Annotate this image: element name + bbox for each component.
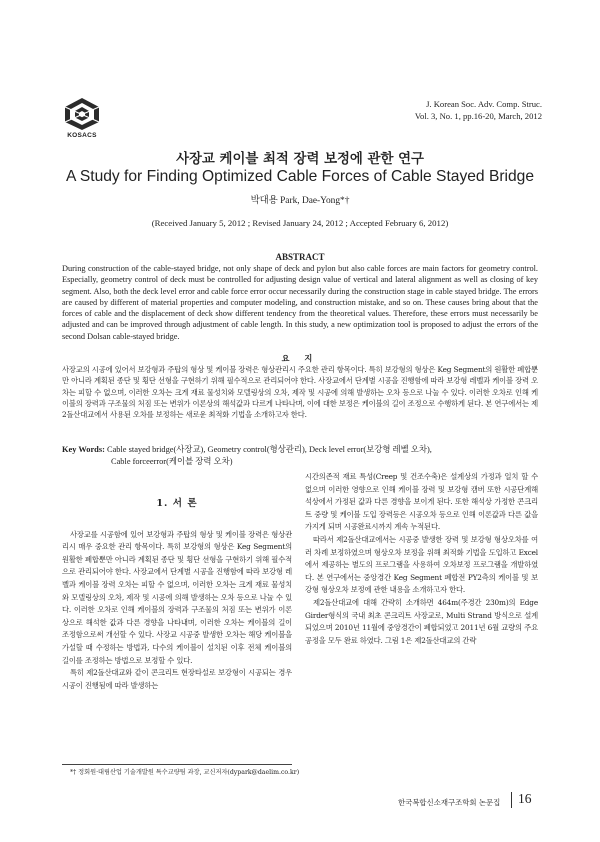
authors: 박대용 Park, Dae-Yong*† (250, 196, 350, 206)
journal-volume: Vol. 3, No. 1, pp.16-20, March, 2012 (414, 110, 542, 121)
title-english: A Study for Finding Optimized Cable Forces of Cable Stayed Bridge (65, 168, 535, 185)
keywords-label: Key Words: (62, 445, 105, 454)
logo-text: KOSACS (67, 132, 97, 139)
title-korean: 사장교 케이블 최적 장력 보정에 관한 연구 (176, 152, 424, 167)
journal-logo (62, 97, 102, 139)
keywords (62, 444, 538, 468)
abstract-heading: ABSTRACT (275, 252, 325, 262)
keywords-line-1 (62, 444, 538, 456)
korean-abstract-text: 사장교의 시공에 있어서 보강형과 주탑의 형상 및 케이블 장력은 형상관리시 주요한 관리 항목이다. 특히 보강형의 형상은 Keg Segment의 원활한 폐합뿐만 아니라 계획된 종단 및 횡단 선형을 구현하기 위해 필수적으로 관리되어야 한다. 사장교에서 단계별 시공을 진행함에 따라 보강형 레벨과 케이블 장력 오차는 피할 수 없으며, 이러한 오차는 크게 재료 물성치와 모델링상의 오차, 제작 및 시공에 의해 발생하는 오차 등으로 나눌 수 있다. 이러한 오차로 인해 케이블의 장력과 구조물의 처짐 또는 변위가 이론상의 해석값과 다르게 나타나며, 이에 대한 보정은 케이블의 길이 조정으로 수행하게 된다. 본 연구에서는 제2돌산대교에서 사용된 오차를 보정하는 새로운 최적화 기법을 소개하고자 한다. (62, 365, 538, 420)
body-paragraph: 사장교를 시공함에 있어 보강형과 주탑의 형상 및 케이블 장력은 형상관리시 매우 중요한 관리 항목이다. 특히 보강형의 형상은 Keg Segment의 원활한 폐합뿐만 아니라 계획된 종단 및 횡단 선형을 구현하기 위해 필수적으로 관리되어야 한다. 사장교에서 단계별 시공을 진행함에 따라 보강형 레벨과 케이블 장력 오차는 피할 수 없으며, 이러한 오차는 크게 재료 물성치와 모델링상의 오차, 제작 및 시공에 의해 발생하는 오차 등으로 나눌 수 있다. 이러한 오차로 인해 케이블의 장력과 구조물의 처짐 또는 변위가 이론상으로 해석한 값과 다른 경향을 나타내며, 이러한 오차는 케이블의 길이 조정함으로써 개선할 수 있다. 사장교 시공중 발생한 오차는 해당 케이블을 가설할 때 수정하는 방법과, 다수의 케이블이 설치된 이후 전체 케이블의 길이를 조정하는 방법으로 보정할 수 있다. (62, 529, 292, 665)
body-left-column (62, 498, 292, 692)
keywords-list-2: Cable forceerror(케이블 장력 오차) (111, 457, 233, 466)
korean-abstract-heading: 요 지 (281, 353, 319, 363)
keywords-list-1: Cable stayed bridge(사장교), Geometry control(형상관리), Deck level error(보강형 레벨 오차), (106, 445, 432, 454)
body-paragraph: 특히 제2돌산대교와 같이 콘크리트 현장타설로 보강형이 시공되는 경우 시공이 진행됨에 따라 발생하는 (62, 668, 292, 690)
body-paragraph: 제2돌산대교에 대해 간략히 소개하면 464m(주경간 230m)의 Edge Girder형식의 국내 최초 콘크리트 사장교로, Multi Strand 방식으로 설계되었으며 2010년 11월에 중앙경간이 폐합되었고 2011년 6월 교량의 주요 공정을 모두 완료 하였다. 그림 1은 제2돌산대교의 간략 (305, 597, 538, 645)
footer-divider (511, 792, 512, 808)
body-paragraph: 시간의존적 재료 특성(Creep 및 건조수축)은 설계상의 가정과 일치 할 수 없으며 이러한 영향으로 인해 케이블 장력 및 보강형 캠버 또한 시공단계해석상에서 가정된 값과 다른 경향을 보이게 된다. 또한 해석상 가정한 콘크리트 중량 및 케이블 도입 장력등은 시공오차 등으로 인해 이론값과 다른 값을 가지게 되며 시공완료시까지 계속 누적된다. (305, 472, 538, 532)
kosacs-emblem-icon (62, 97, 102, 131)
footnote-divider (62, 764, 292, 765)
received-dates: (Received January 5, 2012 ; Revised January 24, 2012 ; Accepted February 6, 2012) (151, 218, 449, 228)
footnote: *† 정회원·대림산업 기술개발원 특수교량팀 과장, 교신저자(dypark@daelim.co.kr) (70, 769, 300, 776)
body-right-column (305, 471, 538, 647)
page-number: 16 (518, 791, 532, 806)
body-paragraph: 따라서 제2돌산대교에서는 시공중 발생한 장력 및 보강형 형상오차를 여러 차례 보정하였으며 형상오차 보정을 위해 최적화 기법을 도입하고 Excel에서 제공하는 별도의 프로그램을 사용하여 오차보정 프로그램을 개발하였다. 본 연구에서는 중앙경간 Keg Segment 폐합전 PY2측의 케이블 및 보강형 형상오차 보정에 관한 내용을 소개하고자 한다. (305, 534, 538, 595)
journal-info (415, 99, 542, 122)
footer-journal-name: 한국복합신소재구조학회 논문집 (398, 798, 501, 807)
journal-name: J. Korean Soc. Adv. Comp. Struc. (426, 99, 542, 109)
section-heading: 1. 서 론 (156, 498, 198, 509)
abstract-text: During construction of the cable-stayed bridge, not only shape of deck and pylon but also cable forces are main factors for geometry control. Especially, geometry control of deck must be controlled for adjusting design value of vertical and lateral alignment as well as closing of key segment. Also, both the deck level error and cable force error occur necessarily during the construction stage in cable stayed bridge. The errors are caused by different of material properties and computer modeling, and construction mistake, and so on. These causes bring about that the forces of cable and the displacement of deck show different tendency from the theoretical values. Therefore, these errors must necessarily be adjusted and can be improved through adjustment of cable length. In this study, a new optimization tool is proposed to adjust the errors of the second Dolsan cable-stayed bridge. (62, 264, 538, 341)
